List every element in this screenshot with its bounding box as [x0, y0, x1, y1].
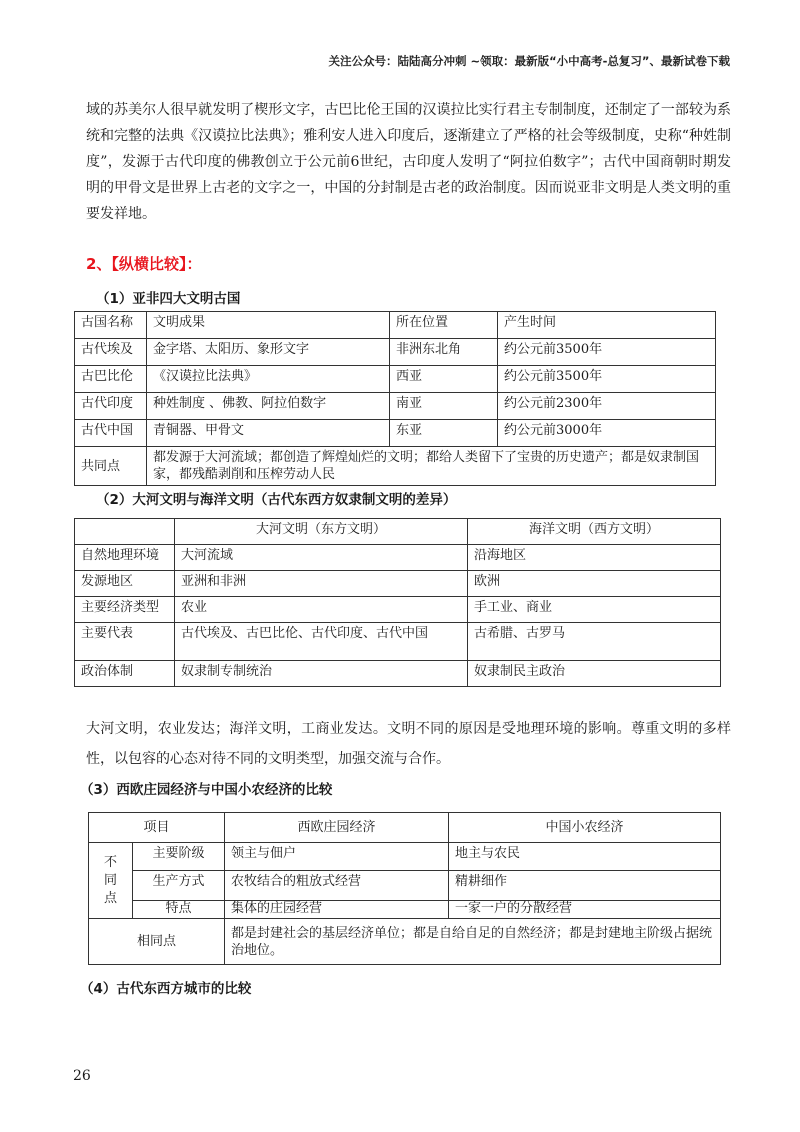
table-cell: 《汉谟拉比法典》 — [147, 366, 390, 393]
table-cell: 欧洲 — [468, 571, 721, 597]
table-cell: 手工业、商业 — [468, 597, 721, 623]
table-row — [75, 661, 721, 687]
table-cell: 青铜器、甲骨文 — [147, 420, 390, 447]
table-cell: 农业 — [175, 597, 468, 623]
table-cell: 政治体制 — [75, 661, 175, 687]
table-cell: 亚洲和非洲 — [175, 571, 468, 597]
table-cell: 集体的庄园经营 — [225, 901, 449, 919]
table-row — [89, 919, 721, 965]
table-cell: 特点 — [133, 901, 225, 919]
table-cell: 奴隶制专制统治 — [175, 661, 468, 687]
manor-smallfarm-table — [88, 812, 721, 965]
table-cell: 非洲东北角 — [390, 339, 498, 366]
table-header-cell: 西欧庄园经济 — [225, 813, 449, 843]
page-number: 26 — [73, 1068, 91, 1084]
table2-title: （2）大河文明与海洋文明（古代东西方奴隶制文明的差异） — [96, 492, 457, 508]
table-cell: 沿海地区 — [468, 545, 721, 571]
table-header-cell: 所在位置 — [390, 312, 498, 339]
table-cell: 主要经济类型 — [75, 597, 175, 623]
common-text: 都是封建社会的基层经济单位；都是自给自足的自然经济；都是封建地主阶级占据统治地位。 — [225, 919, 721, 965]
table-cell: 奴隶制民主政治 — [468, 661, 721, 687]
table-cell: 主要阶级 — [133, 843, 225, 871]
table-cell: 约公元前3500年 — [498, 366, 716, 393]
table-cell: 自然地理环境 — [75, 545, 175, 571]
river-ocean-civilization-table — [74, 518, 721, 687]
table-header-row — [75, 312, 716, 339]
table-row — [75, 571, 721, 597]
common-label: 共同点 — [75, 447, 147, 486]
table-cell: 古希腊、古罗马 — [468, 623, 721, 661]
common-label: 相同点 — [89, 919, 225, 965]
table-row — [75, 597, 721, 623]
page-header: 关注公众号：陆陆高分冲刺 ~领取：最新版“小中高考-总复习”、最新试卷下载 — [328, 54, 730, 68]
table-cell: 古代印度 — [75, 393, 147, 420]
table-cell: 农牧结合的粗放式经营 — [225, 871, 449, 901]
table-cell: 领主与佃户 — [225, 843, 449, 871]
table-cell: 古代中国 — [75, 420, 147, 447]
table1-title: （1）亚非四大文明古国 — [96, 291, 241, 307]
table-row — [89, 871, 721, 901]
table3-title: （3）西欧庄园经济与中国小农经济的比较 — [80, 782, 333, 798]
table-row — [89, 901, 721, 919]
table-cell: 古代埃及、古巴比伦、古代印度、古代中国 — [175, 623, 468, 661]
table-header-cell: 海洋文明（西方文明） — [468, 519, 721, 545]
table-cell: 发源地区 — [75, 571, 175, 597]
table-header-row — [75, 519, 721, 545]
table-row — [89, 843, 721, 871]
table4-title: （4）古代东西方城市的比较 — [80, 981, 252, 997]
intro-paragraph: 域的苏美尔人很早就发明了楔形文字，古巴比伦王国的汉谟拉比实行君主专制制度，还制定了一部较为系统和完整的法典《汉谟拉比法典》；雅利安人进入印度后，逐渐建立了严格的社会等级制度，史称“种姓制度”，发源于古代印度的佛教创立于公元前6世纪，古印度人发明了“阿拉伯数字”；古代中国商朝时期发明的甲骨文是世界上古老的文字之一，中国的分封制是古老的政治制度。因而说亚非文明是人类文明的重要发祥地。 — [86, 102, 731, 222]
table-cell: 种姓制度 、佛教、阿拉伯数字 — [147, 393, 390, 420]
table-header-cell: 中国小农经济 — [449, 813, 721, 843]
table-header-cell — [75, 519, 175, 545]
table-cell: 精耕细作 — [449, 871, 721, 901]
summary-paragraph: 大河文明，农业发达；海洋文明，工商业发达。文明不同的原因是受地理环境的影响。尊重文明的多样性，以包容的心态对待不同的文明类型，加强交流与合作。 — [86, 721, 731, 767]
table-cell: 南亚 — [390, 393, 498, 420]
table-header-cell: 产生时间 — [498, 312, 716, 339]
table-header-cell: 项目 — [89, 813, 225, 843]
table-cell: 主要代表 — [75, 623, 175, 661]
table-row — [75, 545, 721, 571]
table-row — [75, 393, 716, 420]
section-title: 2、【纵横比较】： — [86, 255, 202, 273]
table-cell: 西亚 — [390, 366, 498, 393]
table-cell: 约公元前2300年 — [498, 393, 716, 420]
table-cell: 生产方式 — [133, 871, 225, 901]
table-row — [75, 420, 716, 447]
table-cell: 约公元前3000年 — [498, 420, 716, 447]
table-row — [75, 339, 716, 366]
table-header-row — [89, 813, 721, 843]
table-cell: 约公元前3500年 — [498, 339, 716, 366]
common-text: 都发源于大河流域；都创造了辉煌灿烂的文明；都给人类留下了宝贵的历史遗产；都是奴隶制国家，都残酷剥削和压榨劳动人民 — [147, 447, 716, 486]
table-cell: 古代埃及 — [75, 339, 147, 366]
table-header-cell: 文明成果 — [147, 312, 390, 339]
table-row — [75, 366, 716, 393]
table-cell: 古巴比伦 — [75, 366, 147, 393]
table-cell: 金字塔、太阳历、象形文字 — [147, 339, 390, 366]
diff-label: 不同点 — [89, 843, 133, 919]
table-cell: 大河流域 — [175, 545, 468, 571]
table-header-cell: 大河文明（东方文明） — [175, 519, 468, 545]
table-row — [75, 447, 716, 486]
table-cell: 东亚 — [390, 420, 498, 447]
four-civilizations-table — [74, 311, 716, 486]
table-header-cell: 古国名称 — [75, 312, 147, 339]
table-cell: 地主与农民 — [449, 843, 721, 871]
table-cell: 一家一户的分散经营 — [449, 901, 721, 919]
table-row — [75, 623, 721, 661]
